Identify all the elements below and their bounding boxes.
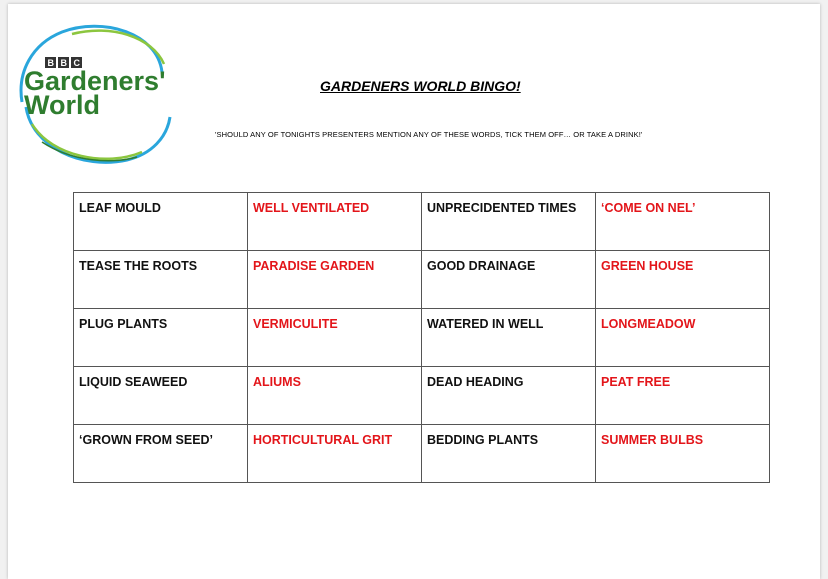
logo-bbc-b2: B (60, 58, 67, 68)
document-page (8, 4, 820, 579)
bingo-cell: VERMICULITE (248, 309, 422, 367)
bingo-cell: GREEN HOUSE (596, 251, 770, 309)
bingo-cell: LEAF MOULD (74, 193, 248, 251)
logo-bbc-b1: B (47, 58, 54, 68)
logo-gardeners: Gardeners' (24, 66, 166, 96)
bingo-cell: GOOD DRAINAGE (422, 251, 596, 309)
bingo-cell: ‘COME ON NEL’ (596, 193, 770, 251)
bingo-row (74, 193, 770, 251)
bingo-cell: LONGMEADOW (596, 309, 770, 367)
bingo-cell: TEASE THE ROOTS (74, 251, 248, 309)
bingo-cell: WELL VENTILATED (248, 193, 422, 251)
page-title: GARDENERS WORLD BINGO! (320, 78, 521, 94)
bingo-cell: PLUG PLANTS (74, 309, 248, 367)
bingo-cell: HORTICULTURAL GRIT (248, 425, 422, 483)
bingo-grid (73, 192, 770, 483)
logo-world: World (24, 90, 100, 120)
page-subtitle: 'SHOULD ANY OF TONIGHTS PRESENTERS MENTION ANY OF THESE WORDS, TICK THEM OFF… OR TAKE A DRINK!' (215, 130, 643, 139)
bingo-cell: ALIUMS (248, 367, 422, 425)
bingo-cell: DEAD HEADING (422, 367, 596, 425)
bingo-cell: PEAT FREE (596, 367, 770, 425)
bingo-row (74, 309, 770, 367)
bingo-row (74, 251, 770, 309)
gardeners-world-logo (12, 12, 182, 172)
bingo-row (74, 367, 770, 425)
bingo-cell: PARADISE GARDEN (248, 251, 422, 309)
bingo-cell: SUMMER BULBS (596, 425, 770, 483)
bingo-cell: BEDDING PLANTS (422, 425, 596, 483)
bingo-cell: UNPRECIDENTED TIMES (422, 193, 596, 251)
bingo-row (74, 425, 770, 483)
bingo-cell: WATERED IN WELL (422, 309, 596, 367)
bingo-cell: ‘GROWN FROM SEED’ (74, 425, 248, 483)
logo-bbc-c: C (73, 58, 80, 68)
bingo-cell: LIQUID SEAWEED (74, 367, 248, 425)
